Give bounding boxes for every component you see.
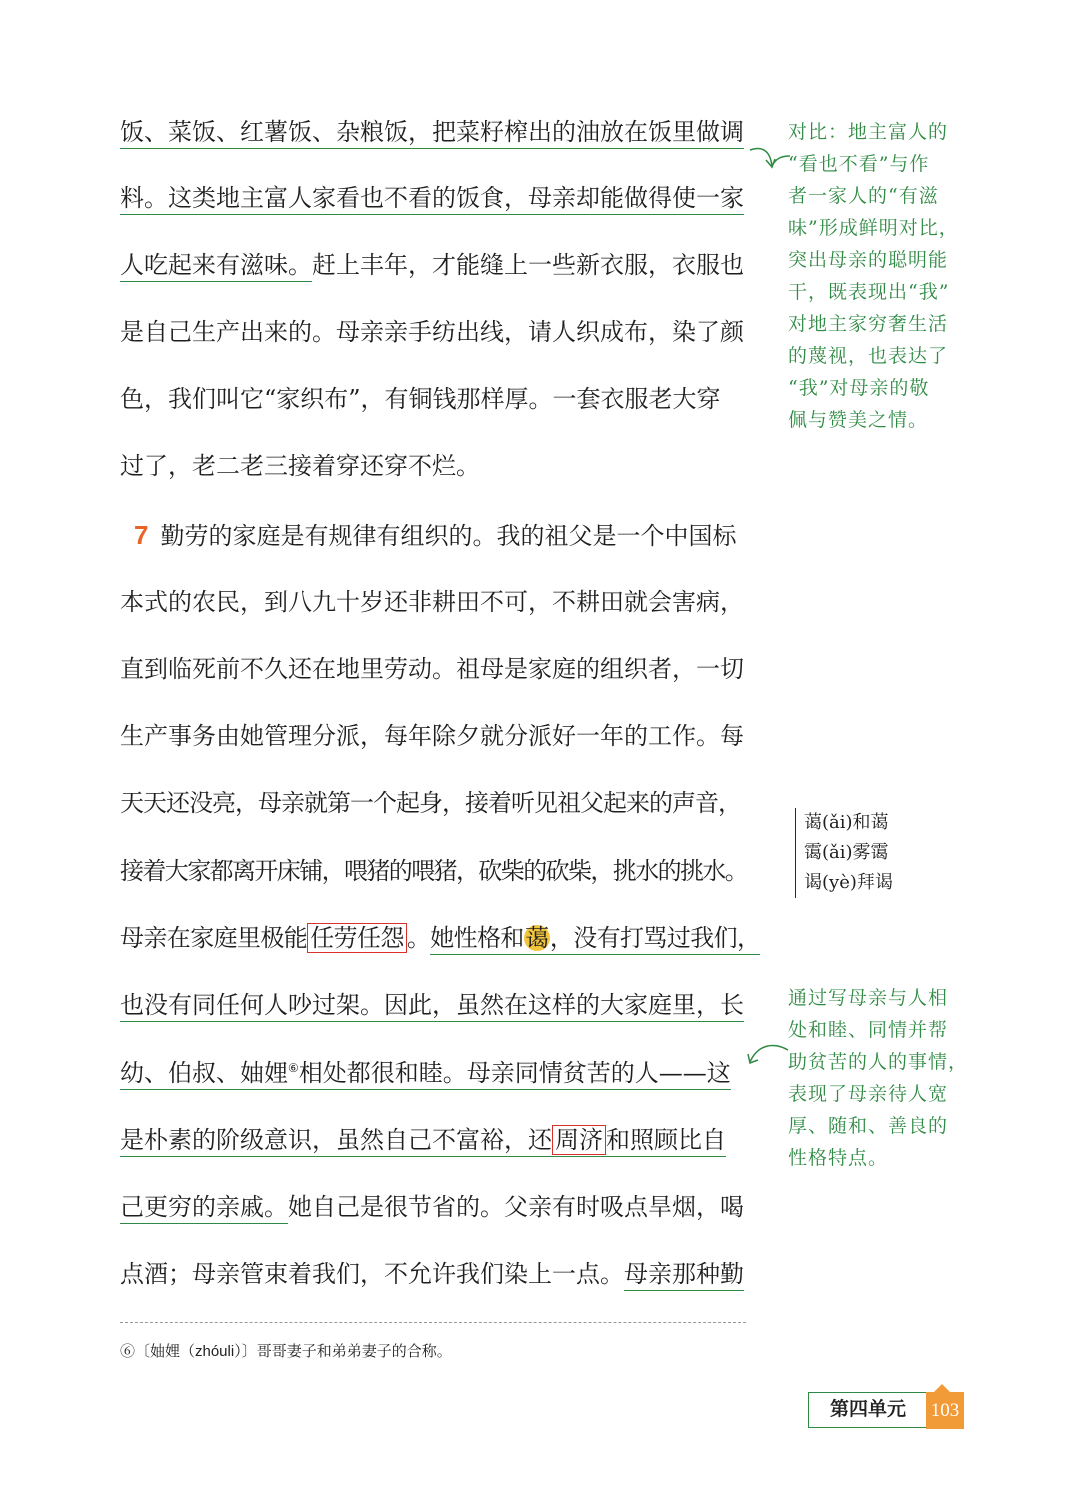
vocab-box-renlaorenyuan: 任劳任怨 (307, 923, 407, 953)
margin-note-contrast (788, 116, 968, 436)
note-line: 味”形成鲜明对比， (788, 217, 959, 239)
text-fragment: 是朴素的阶级意识，虽然自己不富裕，还 (120, 1126, 552, 1154)
footnote-divider (120, 1322, 746, 1323)
note-line: 者一家人的“有滋 (788, 185, 939, 207)
text-line-10 (120, 716, 746, 756)
text-line-14 (120, 985, 746, 1025)
note-line: 干，既表现出“我” (788, 281, 950, 303)
text-fragment: ，没有打骂过我们， (549, 924, 761, 952)
text-fragment: 幼、伯叔、妯娌 (120, 1059, 288, 1087)
underlined-text (120, 1059, 731, 1090)
note-line: 表现了母亲待人宽 (788, 1083, 949, 1105)
note-line: “看也不看”与作 (788, 153, 930, 175)
footnote-marker: ⑥ (288, 1061, 299, 1075)
note-line: 的蔑视，也表达了 (788, 345, 949, 367)
underlined-text: 己更穷的亲戚。 (120, 1193, 288, 1224)
note-line: 突出母亲的聪明能 (788, 249, 949, 271)
gloss-line: 蔼(ǎi)和蔼 (804, 812, 889, 833)
page-tab-shape (934, 1384, 950, 1392)
text-fragment: 她性格和 (430, 924, 524, 952)
text-line-17 (120, 1187, 746, 1227)
margin-note-character (788, 982, 968, 1174)
text-line-1 (120, 112, 746, 152)
text-fragment: 相处都很和睦。母亲同情贫苦的人——这 (298, 1059, 731, 1087)
underlined-text: 饭、菜饭、红薯饭、杂粮饭，把菜籽榨出的油放在饭里做调 (120, 118, 744, 149)
paragraph-number: 7 (134, 520, 149, 550)
text-line-13 (120, 918, 761, 958)
footnote: ⑥〔妯娌（zhóuli）〕哥哥妻子和弟弟妻子的合称。 (120, 1343, 452, 1360)
vocab-box-zhouji: 周济 (552, 1125, 606, 1155)
note-line: 对比：地主富人的 (788, 121, 949, 143)
underlined-text: 人吃起来有滋味。 (120, 251, 312, 282)
gloss-line: 霭(ǎi)雾霭 (804, 842, 889, 863)
underlined-text (120, 1126, 726, 1157)
text-line-16 (120, 1120, 746, 1160)
plain-text: 她自己是很节省的。父亲有时吸点旱烟，喝 (288, 1193, 744, 1221)
text-line-4 (120, 312, 746, 352)
underlined-text (430, 924, 760, 955)
plain-text: 母亲在家庭里极能 (120, 924, 308, 952)
text-line-18 (120, 1254, 746, 1294)
note-line: 处和睦、同情并帮 (788, 1019, 949, 1041)
note-line: 助贫苦的人的事情， (788, 1051, 969, 1073)
note-line: 对地主家穷奢生活 (788, 313, 949, 335)
underlined-text: 母亲那种勤 (624, 1260, 744, 1291)
annotation-arrow-2 (746, 1040, 790, 1080)
plain-text: 直到临死前不久还在地里劳动。祖母是家庭的组织者，一切 (120, 655, 744, 683)
plain-text: 天天还没亮，母亲就第一个起身，接着听见祖父起来的声音， (120, 789, 741, 817)
plain-text: 。 (406, 924, 431, 952)
annotation-arrow-1 (748, 140, 792, 176)
highlighted-char: 蔼 (525, 924, 549, 952)
text-fragment: 和照顾比自 (606, 1126, 726, 1154)
plain-text: 是自己生产出来的。母亲亲手纺出线，请人织成布，染了颜 (120, 318, 744, 346)
plain-text: 点酒；母亲管束着我们，不允许我们染上一点。 (120, 1260, 624, 1288)
plain-text: 色，我们叫它“家织布”，有铜钱那样厚。一套衣服老大穿 (120, 385, 721, 413)
character-gloss (795, 808, 944, 898)
note-line: 性格特点。 (788, 1147, 889, 1169)
note-line: 佩与赞美之情。 (788, 409, 929, 431)
note-line: 通过写母亲与人相 (788, 987, 949, 1009)
text-line-15 (120, 1053, 746, 1093)
text-line-7 (118, 515, 744, 555)
text-line-5 (120, 379, 746, 419)
text-line-11 (120, 783, 746, 823)
text-line-2 (120, 178, 746, 218)
underlined-text: 料。这类地主富人家看也不看的饭食，母亲却能做得使一家 (120, 184, 744, 215)
plain-text: 生产事务由她管理分派，每年除夕就分派好一年的工作。每 (120, 722, 744, 750)
plain-text: 勤劳的家庭是有规律有组织的。我的祖父是一个中国标 (160, 522, 737, 550)
plain-text: 本式的农民，到八九十岁还非耕田不可，不耕田就会害病， (120, 588, 744, 616)
text-line-12 (120, 851, 746, 891)
unit-label: 第四单元 (808, 1392, 927, 1428)
text-line-9 (120, 649, 746, 689)
page-number: 103 (926, 1392, 964, 1429)
plain-text: 接着大家都离开床铺，喂猪的喂猪，砍柴的砍柴，挑水的挑水。 (120, 857, 748, 885)
plain-text: 赶上丰年，才能缝上一些新衣服，衣服也 (312, 251, 744, 279)
note-line: “我”对母亲的敬 (788, 377, 930, 399)
text-line-3 (120, 245, 746, 285)
plain-text: 过了，老二老三接着穿还穿不烂。 (120, 452, 480, 480)
gloss-line: 谒(yè)拜谒 (804, 872, 893, 893)
text-line-6 (120, 446, 746, 486)
underlined-text: 也没有同任何人吵过架。因此，虽然在这样的大家庭里，长 (120, 991, 744, 1022)
text-line-8 (120, 582, 746, 622)
note-line: 厚、随和、善良的 (788, 1115, 949, 1137)
